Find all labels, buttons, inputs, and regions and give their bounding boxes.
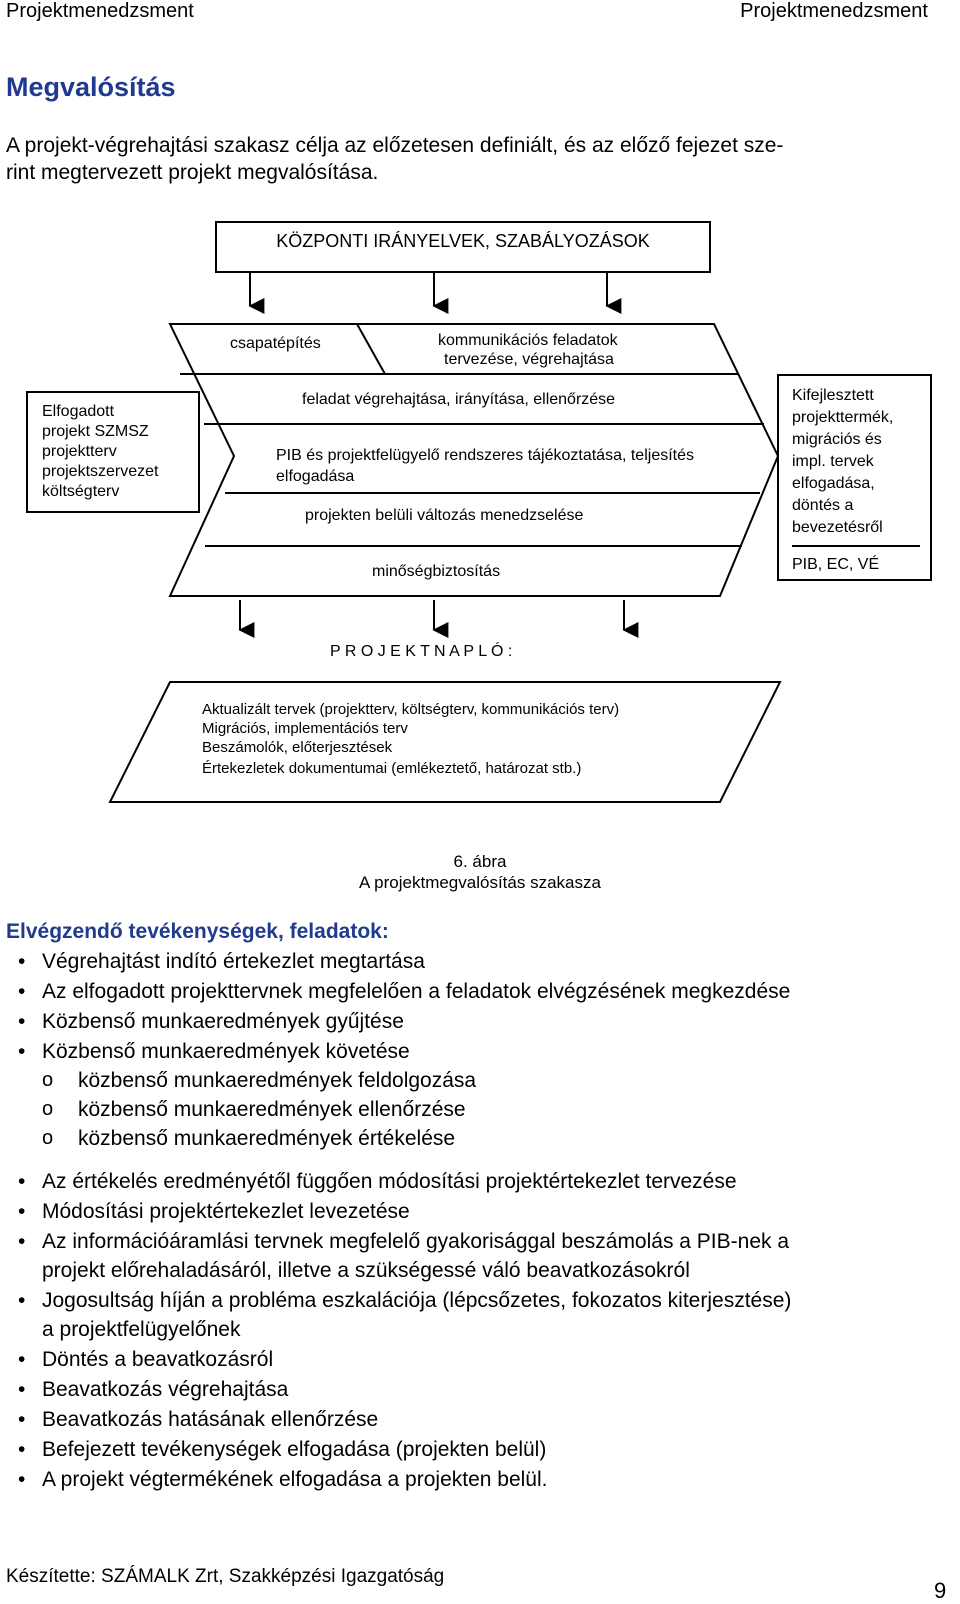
sub-bullet: o: [42, 1098, 54, 1120]
bullet: •: [18, 1438, 26, 1461]
left-box-line-4: projektszervezet: [42, 463, 159, 480]
bullet: •: [18, 1348, 26, 1371]
left-box-line-2: projekt SZMSZ: [42, 423, 149, 440]
project-implementation-diagram: [20, 218, 940, 818]
right-box-line-4: impl. tervek: [792, 453, 874, 470]
page-number: 9: [934, 1578, 947, 1603]
left-box-line-3: projektterv: [42, 443, 117, 460]
right-box-line-1: Kifejlesztett: [792, 387, 874, 404]
bullet: •: [18, 1010, 26, 1033]
activity-change-management: projekten belüli változás menedzselése: [305, 507, 584, 524]
activity-team-building: csapatépítés: [230, 335, 321, 352]
project-log-heading: P R O J E K T N A P L Ó :: [330, 643, 513, 660]
activity-pib-info-line-1: PIB és projektfelügyelő rendszeres tájékoztatása, teljesítés: [276, 447, 694, 464]
activity-quality-assurance: minőségbiztosítás: [372, 563, 501, 580]
figure-caption: A projektmegvalósítás szakasza: [359, 873, 601, 892]
activity-communication-line-2: tervezése, végrehajtása: [444, 351, 614, 368]
activity-communication-line-1: kommunikációs feladatok: [438, 332, 618, 349]
central-guidelines-text: KÖZPONTI IRÁNYELVEK, SZABÁLYOZÁSOK: [276, 231, 650, 251]
right-box-line-5: elfogadása,: [792, 475, 875, 492]
bullet: •: [18, 1468, 26, 1491]
bullet: •: [18, 1040, 26, 1063]
left-box-line-5: költségterv: [42, 483, 120, 500]
project-log-item-2: Migrációs, implementációs terv: [202, 720, 408, 737]
section-title: Megvalósítás: [6, 72, 176, 102]
right-box-footer: PIB, EC, VÉ: [792, 556, 880, 573]
tasks-heading: Elvégzendő tevékenységek, feladatok:: [6, 920, 389, 943]
bullet: •: [18, 1200, 26, 1223]
sub-bullet: o: [42, 1069, 54, 1091]
right-box-line-2: projekttermék,: [792, 409, 894, 426]
figure-number: 6. ábra: [453, 852, 507, 871]
project-log-item-3: Beszámolók, előterjesztések: [202, 739, 393, 756]
left-box-line-1: Elfogadott: [42, 403, 115, 420]
running-header-left: Projektmenedzsment: [6, 0, 194, 22]
bullet: •: [18, 1378, 26, 1401]
intro-line-1: A projekt-végrehajtási szakasz célja az előzetesen definiált, és az előző fejezet sze-: [6, 134, 784, 157]
right-box-line-6: döntés a: [792, 497, 854, 514]
page-footer: Készítette: SZÁMALK Zrt, Szakképzési Igazgatóság: [6, 1566, 445, 1587]
bullet: •: [18, 950, 26, 973]
sub-bullet: o: [42, 1127, 54, 1149]
project-log-item-4: Értekezletek dokumentumai (emlékeztető, határozat stb.): [202, 760, 582, 777]
right-box-line-3: migrációs és: [792, 431, 882, 448]
bullet: •: [18, 1289, 26, 1312]
running-header-right: Projektmenedzsment: [740, 0, 928, 22]
activity-pib-info-line-2: elfogadása: [276, 468, 355, 485]
activity-task-execution: feladat végrehajtása, irányítása, ellenőrzése: [302, 391, 616, 408]
bullet: •: [18, 980, 26, 1003]
bullet: •: [18, 1408, 26, 1431]
right-box-line-7: bevezetésről: [792, 519, 883, 536]
bullet: •: [18, 1170, 26, 1193]
project-log-item-1: Aktualizált tervek (projektterv, költségterv, kommunikációs terv): [202, 701, 620, 718]
bullet: •: [18, 1230, 26, 1253]
intro-line-2: rint megtervezett projekt megvalósítása.: [6, 161, 379, 184]
